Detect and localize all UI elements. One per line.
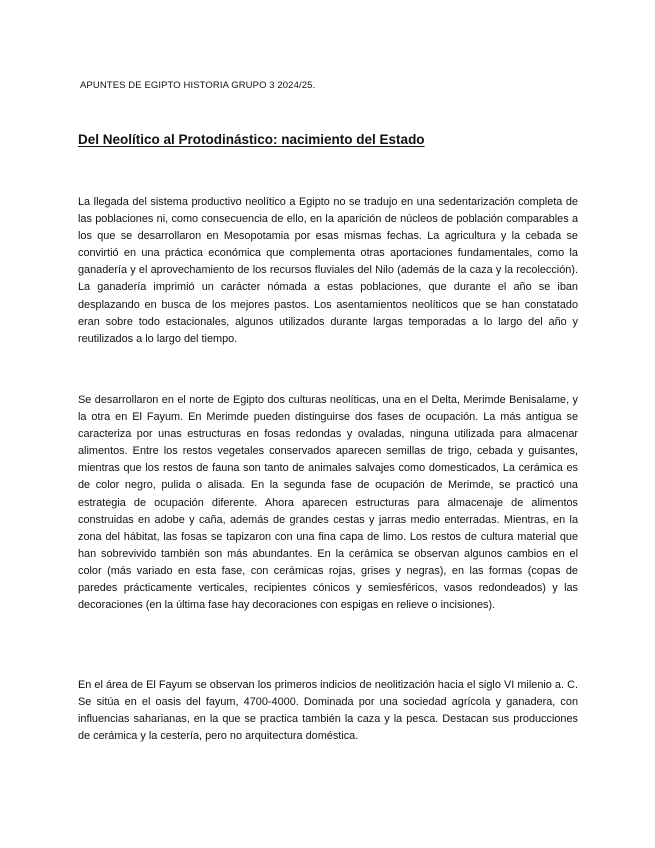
document-header: APUNTES DE EGIPTO HISTORIA GRUPO 3 2024/25. [80,80,316,91]
paragraph: En el área de El Fayum se observan los primeros indicios de neolitización hacia el siglo VI milenio a. C. Se sitúa en el oasis del fayum, 4700-4000. Dominada por una sociedad agrícola y ganadera, con influencias saharianas, en la que se practica también la caza y la pesca. Destacan sus producciones de cerámica y la cestería, pero no arquitectura doméstica. [78,679,578,743]
paragraph: La llegada del sistema productivo neolítico a Egipto no se tradujo en una sedentarización completa de las poblaciones ni, como consecuencia de ello, en la aparición de núcleos de población comparables a los que se desarrollaron en Mesopotamia por esas mismas fechas. La agricultura y la cebada se convirtió en una práctica económica que complementa otras aportaciones fundamentales, como la ganadería y el aprovechamiento de los recursos fluviales del Nilo (además de la caza y la recolección). La ganadería imprimió un carácter nómada a estas poblaciones, que durante el año se iban desplazando en busca de los mejores pastos. Los asentamientos neolíticos que se han constatado eran sobre todo estacionales, algunos utilizados durante largas temporadas a lo largo del año y reutilizados a lo largo del tiempo. [78,196,578,345]
section-title: Del Neolítico al Protodinástico: nacimiento del Estado [78,132,425,147]
paragraph: Se desarrollaron en el norte de Egipto dos culturas neolíticas, una en el Delta, Merimde Benisalame, y la otra en El Fayum. En Merimde pueden distinguirse dos fases de ocupación. La más antigua se caracteriza por unas estructuras en fosas redondas y ovaladas, ninguna utilizada para almacenar alimentos. Entre los restos vegetales conservados aparecen semillas de trigo, cebada y guisantes, mientras que los restos de fauna son tanto de animales salvajes como domesticados, La cerámica es de color negro, pulida o alisada. En la segunda fase de ocupación de Merimde, se practicó una estrategia de ocupación diferente. Ahora aparecen estructuras para almacenaje de alimentos construidas en adobe y caña, además de grandes cestas y jarras medio enterradas. Mientras, en la zona del hábitat, las fosas se tapizaron con una fina capa de limo. Los restos de cultura material que han sobrevivido también son más abundantes. En la cerámica se observan algunos cambios en el color (más variado en esta fase, con cerámicas rojas, grises y negras), en las formas (copas de paredes prácticamente verticales, recipientes cónicos y semiesféricos, vasos redondeados) y las decoraciones (en la última fase hay decoraciones con espigas en relieve o incisiones). [78,394,578,612]
